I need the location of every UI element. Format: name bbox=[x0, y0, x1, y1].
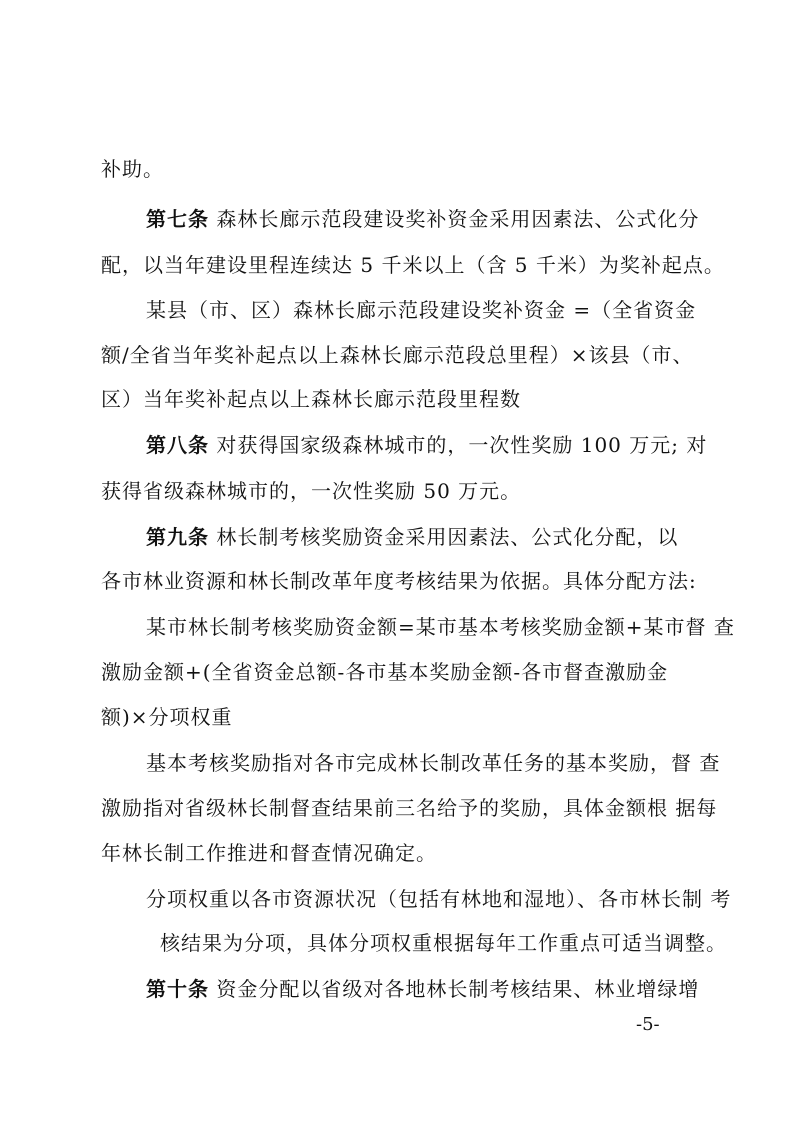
line-1: 补助。 bbox=[101, 157, 164, 181]
article-title: 第八条 bbox=[146, 433, 209, 457]
line-12: 激励金额+(全省资金总额-各市基本奖励金额-各市督查激励金 bbox=[101, 660, 669, 684]
page-number: -5- bbox=[636, 1014, 660, 1035]
line-8: 获得省级森林城市的，一次性奖励 50 万元。 bbox=[101, 479, 522, 503]
line-18: 核结果为分项，具体分项权重根据每年工作重点可适当调整。 bbox=[160, 931, 727, 955]
article-title: 第七条 bbox=[146, 207, 209, 231]
article-10-line-1: 第十条 资金分配以省级对各地林长制考核结果、林业增绿增 bbox=[146, 977, 700, 1001]
line-5: 额/全省当年奖补起点以上森林长廊示范段总里程）×该县（市、 bbox=[101, 343, 694, 367]
line-14: 基本考核奖励指对各市完成林长制改革任务的基本奖励，督 查 bbox=[146, 751, 721, 775]
line-11: 某市林长制考核奖励资金额=某市基本考核奖励金额+某市督 查 bbox=[146, 615, 735, 639]
line-16: 年林长制工作推进和督查情况确定。 bbox=[101, 841, 437, 865]
article-title: 第九条 bbox=[146, 525, 209, 549]
line-6: 区）当年奖补起点以上森林长廊示范段里程数 bbox=[101, 387, 521, 411]
article-7-line-1: 第七条 森林长廊示范段建设奖补资金采用因素法、公式化分 bbox=[146, 207, 700, 231]
article-8-line-1: 第八条 对获得国家级森林城市的，一次性奖励 100 万元; 对 bbox=[146, 433, 708, 457]
line-3: 配，以当年建设里程连续达 5 千米以上（含 5 千米）为奖补起点。 bbox=[101, 253, 725, 277]
article-title: 第十条 bbox=[146, 977, 209, 1001]
line-13: 额)×分项权重 bbox=[101, 705, 233, 729]
line-15: 激励指对省级林长制督查结果前三名给予的奖励，具体金额根 据每 bbox=[101, 796, 718, 820]
line-4: 某县（市、区）森林长廊示范段建设奖补资金 =（全省资金 bbox=[146, 298, 697, 322]
line-17: 分项权重以各市资源状况（包括有林地和湿地）、各市林长制 考 bbox=[146, 887, 732, 911]
line-10: 各市林业资源和林长制改革年度考核结果为依据。具体分配方法: bbox=[101, 569, 697, 593]
article-9-line-1: 第九条 林长制考核奖励资金采用因素法、公式化分配，以 bbox=[146, 525, 679, 549]
